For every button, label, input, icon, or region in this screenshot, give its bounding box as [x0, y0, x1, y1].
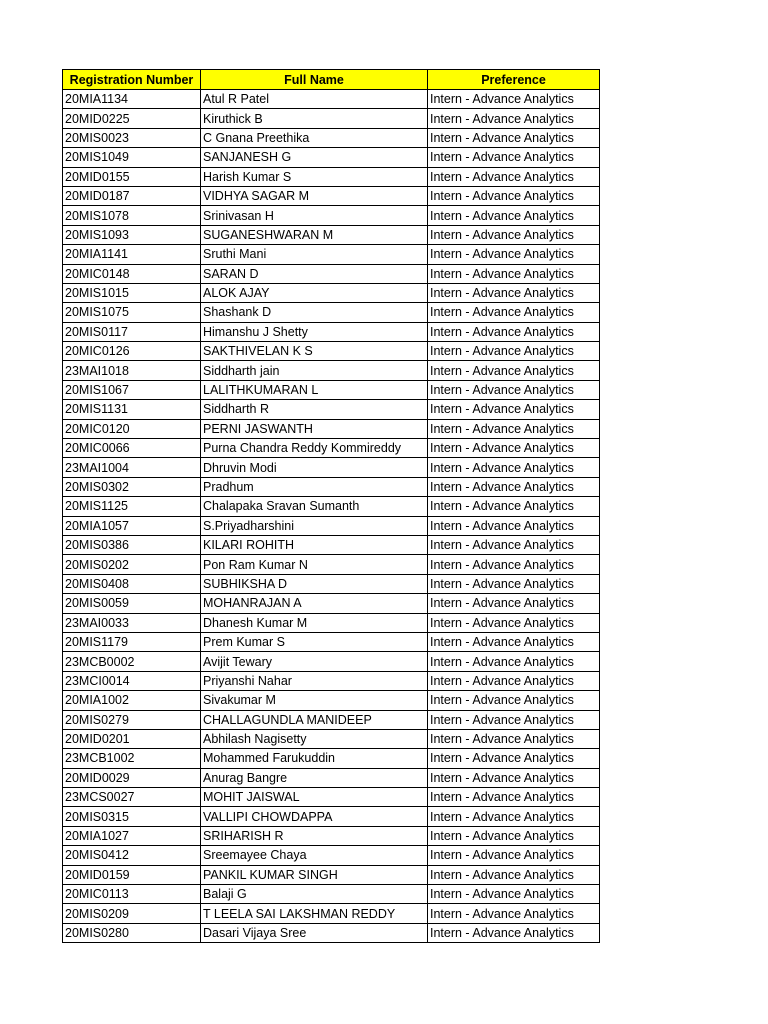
registration-number-cell[interactable]: 20MIS0302	[63, 477, 201, 496]
full-name-cell[interactable]: SAKTHIVELAN K S	[201, 342, 428, 361]
preference-cell[interactable]: Intern - Advance Analytics	[428, 342, 600, 361]
preference-cell[interactable]: Intern - Advance Analytics	[428, 613, 600, 632]
header-preference: Preference	[428, 70, 600, 90]
registration-number-cell[interactable]: 20MID0029	[63, 768, 201, 787]
registration-number-cell[interactable]: 20MIS1078	[63, 206, 201, 225]
registration-number-cell[interactable]: 20MIS1093	[63, 225, 201, 244]
registration-number-cell[interactable]: 20MIS1179	[63, 632, 201, 651]
table-row	[63, 419, 600, 438]
full-name-cell[interactable]: Chalapaka Sravan Sumanth	[201, 497, 428, 516]
registration-number-cell[interactable]: 20MIS1049	[63, 148, 201, 167]
registration-number-cell[interactable]: 20MIA1002	[63, 691, 201, 710]
full-name-cell[interactable]: Abhilash Nagisetty	[201, 729, 428, 748]
table-row	[63, 788, 600, 807]
table-row	[63, 691, 600, 710]
full-name-cell[interactable]: LALITHKUMARAN L	[201, 380, 428, 399]
preference-cell[interactable]: Intern - Advance Analytics	[428, 458, 600, 477]
preference-cell[interactable]: Intern - Advance Analytics	[428, 361, 600, 380]
table-row	[63, 729, 600, 748]
table-row	[63, 148, 600, 167]
table-row	[63, 710, 600, 729]
table-row	[63, 477, 600, 496]
full-name-cell[interactable]: Dhanesh Kumar M	[201, 613, 428, 632]
preference-cell[interactable]: Intern - Advance Analytics	[428, 400, 600, 419]
table-row	[63, 535, 600, 554]
preference-cell[interactable]: Intern - Advance Analytics	[428, 904, 600, 923]
registration-number-cell[interactable]: 23MCS0027	[63, 788, 201, 807]
preference-cell[interactable]: Intern - Advance Analytics	[428, 225, 600, 244]
full-name-cell[interactable]: KILARI ROHITH	[201, 535, 428, 554]
registration-number-cell[interactable]: 23MCB0002	[63, 652, 201, 671]
preference-cell[interactable]: Intern - Advance Analytics	[428, 322, 600, 341]
preference-cell[interactable]: Intern - Advance Analytics	[428, 691, 600, 710]
preference-cell[interactable]: Intern - Advance Analytics	[428, 167, 600, 186]
preference-cell[interactable]: Intern - Advance Analytics	[428, 846, 600, 865]
table-row	[63, 613, 600, 632]
table-row	[63, 128, 600, 147]
full-name-cell[interactable]: CHALLAGUNDLA MANIDEEP	[201, 710, 428, 729]
table-row	[63, 322, 600, 341]
preference-cell[interactable]: Intern - Advance Analytics	[428, 206, 600, 225]
full-name-cell[interactable]: Sivakumar M	[201, 691, 428, 710]
table-row	[63, 923, 600, 942]
full-name-cell[interactable]: Prem Kumar S	[201, 632, 428, 651]
full-name-cell[interactable]: Sreemayee Chaya	[201, 846, 428, 865]
table-row	[63, 865, 600, 884]
preference-cell[interactable]: Intern - Advance Analytics	[428, 632, 600, 651]
preference-cell[interactable]: Intern - Advance Analytics	[428, 90, 600, 109]
full-name-cell[interactable]: Dhruvin Modi	[201, 458, 428, 477]
preference-cell[interactable]: Intern - Advance Analytics	[428, 148, 600, 167]
preference-cell[interactable]: Intern - Advance Analytics	[428, 768, 600, 787]
registration-number-cell[interactable]: 20MIC0120	[63, 419, 201, 438]
table-row	[63, 904, 600, 923]
registration-number-cell[interactable]: 20MID0201	[63, 729, 201, 748]
preference-cell[interactable]: Intern - Advance Analytics	[428, 555, 600, 574]
preference-cell[interactable]: Intern - Advance Analytics	[428, 594, 600, 613]
registration-number-cell[interactable]: 20MIC0113	[63, 885, 201, 904]
table-row	[63, 361, 600, 380]
preference-cell[interactable]: Intern - Advance Analytics	[428, 535, 600, 554]
full-name-cell[interactable]: SANJANESH G	[201, 148, 428, 167]
full-name-cell[interactable]: S.Priyadharshini	[201, 516, 428, 535]
table-row	[63, 594, 600, 613]
full-name-cell[interactable]: Pradhum	[201, 477, 428, 496]
preference-cell[interactable]: Intern - Advance Analytics	[428, 186, 600, 205]
table-row	[63, 264, 600, 283]
registration-number-cell[interactable]: 20MIS0412	[63, 846, 201, 865]
preference-cell[interactable]: Intern - Advance Analytics	[428, 516, 600, 535]
table-row	[63, 109, 600, 128]
registration-number-cell[interactable]: 20MID0155	[63, 167, 201, 186]
full-name-cell[interactable]: Atul R Patel	[201, 90, 428, 109]
full-name-cell[interactable]: ALOK AJAY	[201, 283, 428, 302]
registration-number-cell[interactable]: 20MIS1067	[63, 380, 201, 399]
table-row	[63, 186, 600, 205]
full-name-cell[interactable]: MOHIT JAISWAL	[201, 788, 428, 807]
full-name-cell[interactable]: SRIHARISH R	[201, 826, 428, 845]
header-registration-number: Registration Number	[63, 70, 201, 90]
registration-number-cell[interactable]: 20MIS1075	[63, 303, 201, 322]
registration-number-cell[interactable]: 20MID0225	[63, 109, 201, 128]
full-name-cell[interactable]: Siddharth R	[201, 400, 428, 419]
preference-cell[interactable]: Intern - Advance Analytics	[428, 497, 600, 516]
table-row	[63, 749, 600, 768]
registration-number-cell[interactable]: 20MIS0279	[63, 710, 201, 729]
preference-cell[interactable]: Intern - Advance Analytics	[428, 923, 600, 942]
preference-cell[interactable]: Intern - Advance Analytics	[428, 749, 600, 768]
full-name-cell[interactable]: Shashank D	[201, 303, 428, 322]
registration-number-cell[interactable]: 20MIS0209	[63, 904, 201, 923]
registration-number-cell[interactable]: 20MID0187	[63, 186, 201, 205]
registration-number-cell[interactable]: 20MIC0148	[63, 264, 201, 283]
full-name-cell[interactable]: Balaji G	[201, 885, 428, 904]
registration-number-cell[interactable]: 20MIS0280	[63, 923, 201, 942]
full-name-cell[interactable]: Himanshu J Shetty	[201, 322, 428, 341]
full-name-cell[interactable]: Pon Ram Kumar N	[201, 555, 428, 574]
registration-number-cell[interactable]: 20MIC0066	[63, 439, 201, 458]
preference-cell[interactable]: Intern - Advance Analytics	[428, 419, 600, 438]
table-row	[63, 458, 600, 477]
preference-cell[interactable]: Intern - Advance Analytics	[428, 710, 600, 729]
preference-cell[interactable]: Intern - Advance Analytics	[428, 885, 600, 904]
preference-cell[interactable]: Intern - Advance Analytics	[428, 303, 600, 322]
preference-cell[interactable]: Intern - Advance Analytics	[428, 729, 600, 748]
table-row	[63, 671, 600, 690]
preference-cell[interactable]: Intern - Advance Analytics	[428, 865, 600, 884]
preference-cell[interactable]: Intern - Advance Analytics	[428, 439, 600, 458]
table-row	[63, 303, 600, 322]
preference-cell[interactable]: Intern - Advance Analytics	[428, 283, 600, 302]
full-name-cell[interactable]: PANKIL KUMAR SINGH	[201, 865, 428, 884]
table-row	[63, 206, 600, 225]
table-row	[63, 652, 600, 671]
preference-cell[interactable]: Intern - Advance Analytics	[428, 652, 600, 671]
preference-cell[interactable]: Intern - Advance Analytics	[428, 245, 600, 264]
preference-cell[interactable]: Intern - Advance Analytics	[428, 477, 600, 496]
full-name-cell[interactable]: Dasari Vijaya Sree	[201, 923, 428, 942]
registration-number-cell[interactable]: 20MIS0023	[63, 128, 201, 147]
registration-number-cell[interactable]: 23MCB1002	[63, 749, 201, 768]
full-name-cell[interactable]: Avijit Tewary	[201, 652, 428, 671]
full-name-cell[interactable]: SUBHIKSHA D	[201, 574, 428, 593]
preference-cell[interactable]: Intern - Advance Analytics	[428, 826, 600, 845]
full-name-cell[interactable]: Mohammed Farukuddin	[201, 749, 428, 768]
registration-number-cell[interactable]: 20MIA1141	[63, 245, 201, 264]
preference-cell[interactable]: Intern - Advance Analytics	[428, 788, 600, 807]
preference-cell[interactable]: Intern - Advance Analytics	[428, 807, 600, 826]
table-row	[63, 807, 600, 826]
table-row	[63, 342, 600, 361]
full-name-cell[interactable]: Srinivasan H	[201, 206, 428, 225]
header-row	[63, 70, 600, 90]
header-full-name: Full Name	[201, 70, 428, 90]
registration-number-cell[interactable]: 20MIA1027	[63, 826, 201, 845]
full-name-cell[interactable]: MOHANRAJAN A	[201, 594, 428, 613]
full-name-cell[interactable]: Harish Kumar S	[201, 167, 428, 186]
registration-number-cell[interactable]: 23MAI1018	[63, 361, 201, 380]
preference-cell[interactable]: Intern - Advance Analytics	[428, 109, 600, 128]
full-name-cell[interactable]: Purna Chandra Reddy Kommireddy	[201, 439, 428, 458]
registration-number-cell[interactable]: 20MIS0202	[63, 555, 201, 574]
registration-number-cell[interactable]: 20MIS0408	[63, 574, 201, 593]
full-name-cell[interactable]: C Gnana Preethika	[201, 128, 428, 147]
preference-cell[interactable]: Intern - Advance Analytics	[428, 380, 600, 399]
table-row	[63, 516, 600, 535]
table-row	[63, 826, 600, 845]
table-row	[63, 225, 600, 244]
table-row	[63, 283, 600, 302]
table-row	[63, 574, 600, 593]
registration-number-cell[interactable]: 20MIS1015	[63, 283, 201, 302]
preference-cell[interactable]: Intern - Advance Analytics	[428, 264, 600, 283]
registration-number-cell[interactable]: 20MIC0126	[63, 342, 201, 361]
table-row	[63, 380, 600, 399]
table-row	[63, 400, 600, 419]
table-body	[63, 90, 600, 943]
table-row	[63, 439, 600, 458]
registration-number-cell[interactable]: 20MIA1057	[63, 516, 201, 535]
registration-number-cell[interactable]: 20MID0159	[63, 865, 201, 884]
full-name-cell[interactable]: T LEELA SAI LAKSHMAN REDDY	[201, 904, 428, 923]
registration-number-cell[interactable]: 20MIS0059	[63, 594, 201, 613]
full-name-cell[interactable]: Sruthi Mani	[201, 245, 428, 264]
table-row	[63, 768, 600, 787]
full-name-cell[interactable]: Siddharth jain	[201, 361, 428, 380]
registration-table	[62, 69, 600, 943]
table-row	[63, 497, 600, 516]
registration-number-cell[interactable]: 23MCI0014	[63, 671, 201, 690]
registration-number-cell[interactable]: 20MIS0386	[63, 535, 201, 554]
full-name-cell[interactable]: Kiruthick B	[201, 109, 428, 128]
preference-cell[interactable]: Intern - Advance Analytics	[428, 671, 600, 690]
full-name-cell[interactable]: VIDHYA SAGAR M	[201, 186, 428, 205]
table-row	[63, 885, 600, 904]
registration-number-cell[interactable]: 20MIA1134	[63, 90, 201, 109]
table-row	[63, 167, 600, 186]
table-row	[63, 245, 600, 264]
registration-number-cell[interactable]: 23MAI0033	[63, 613, 201, 632]
table-row	[63, 555, 600, 574]
full-name-cell[interactable]: PERNI JASWANTH	[201, 419, 428, 438]
full-name-cell[interactable]: SARAN D	[201, 264, 428, 283]
registration-number-cell[interactable]: 20MIS1125	[63, 497, 201, 516]
registration-number-cell[interactable]: 23MAI1004	[63, 458, 201, 477]
preference-cell[interactable]: Intern - Advance Analytics	[428, 574, 600, 593]
full-name-cell[interactable]: Anurag Bangre	[201, 768, 428, 787]
registration-number-cell[interactable]: 20MIS1131	[63, 400, 201, 419]
table-row	[63, 846, 600, 865]
registration-number-cell[interactable]: 20MIS0117	[63, 322, 201, 341]
full-name-cell[interactable]: SUGANESHWARAN M	[201, 225, 428, 244]
full-name-cell[interactable]: Priyanshi Nahar	[201, 671, 428, 690]
table-row	[63, 90, 600, 109]
registration-number-cell[interactable]: 20MIS0315	[63, 807, 201, 826]
preference-cell[interactable]: Intern - Advance Analytics	[428, 128, 600, 147]
table-row	[63, 632, 600, 651]
full-name-cell[interactable]: VALLIPI CHOWDAPPA	[201, 807, 428, 826]
